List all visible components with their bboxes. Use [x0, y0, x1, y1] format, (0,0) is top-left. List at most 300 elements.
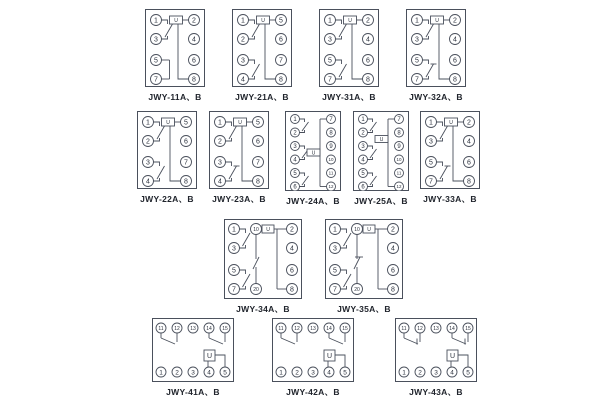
- terminal-4: [388, 243, 399, 254]
- wiring-line: [249, 36, 255, 39]
- terminal-2: [172, 367, 182, 377]
- terminal-diagram: [145, 9, 205, 87]
- wiring-line: [226, 162, 232, 166]
- wiring-line: [161, 338, 175, 344]
- terminal-number: 2: [366, 17, 370, 25]
- terminal-number: 5: [415, 57, 419, 65]
- terminal-number: 4: [293, 157, 297, 164]
- terminal-8: [464, 176, 475, 187]
- terminal-number: 13: [433, 325, 439, 332]
- terminal-number: 2: [218, 138, 222, 146]
- relay-diagram: [232, 9, 292, 102]
- wiring-line: [157, 126, 165, 139]
- terminal-2: [450, 15, 461, 26]
- wiring-line: [370, 176, 377, 185]
- wiring-line: [154, 122, 160, 126]
- terminal-diagram: [272, 318, 354, 382]
- terminal-number: 7: [184, 159, 188, 167]
- terminal-3: [431, 367, 441, 377]
- wiring-line: [423, 76, 429, 79]
- terminal-number: 3: [241, 57, 245, 65]
- terminal-5: [253, 117, 264, 128]
- terminal-diagram: [353, 111, 409, 191]
- terminal-4: [363, 34, 374, 45]
- terminal-number: 6: [361, 184, 365, 191]
- wiring-line: [453, 126, 464, 181]
- terminal-2: [388, 224, 399, 235]
- terminal-number: 1: [279, 369, 283, 377]
- wiring-line: [249, 20, 255, 24]
- relay-diagram: [406, 9, 466, 102]
- wiring-line: [252, 24, 260, 37]
- terminal-11: [395, 169, 404, 178]
- terminal-number: 3: [191, 369, 195, 377]
- wiring-line: [344, 233, 352, 246]
- terminal-number: 1: [241, 17, 245, 25]
- terminal-3: [359, 142, 368, 151]
- terminal-diagram: [232, 9, 292, 87]
- terminal-number: 4: [391, 245, 395, 253]
- terminal-9: [327, 142, 336, 151]
- wiring-line: [300, 146, 305, 149]
- terminal-2: [143, 136, 154, 147]
- terminal-number: 5: [361, 171, 365, 178]
- terminal-number: 2: [295, 369, 299, 377]
- terminal-diagram: [395, 318, 477, 382]
- terminal-1: [151, 15, 162, 26]
- terminal-number: 9: [329, 144, 333, 151]
- coil-label: U: [166, 119, 170, 126]
- terminal-number: 14: [206, 325, 212, 332]
- wiring-line: [341, 229, 347, 233]
- wiring-line: [336, 60, 342, 64]
- terminal-3: [291, 142, 300, 151]
- terminal-number: 20: [253, 286, 259, 293]
- terminal-number: 3: [361, 144, 365, 151]
- terminal-number: 2: [146, 138, 150, 146]
- terminal-9: [395, 142, 404, 151]
- terminal-6: [291, 182, 300, 191]
- terminal-6: [181, 136, 192, 147]
- terminal-1: [143, 117, 154, 128]
- terminal-5: [229, 265, 240, 276]
- terminal-number: 3: [429, 138, 433, 146]
- terminal-7: [229, 284, 240, 295]
- wiring-line: [300, 119, 305, 122]
- coil-label: U: [238, 119, 242, 126]
- terminal-number: 1: [415, 17, 419, 25]
- wiring-line: [226, 138, 232, 141]
- wiring-line: [157, 166, 165, 179]
- terminal-number: 4: [218, 178, 222, 186]
- terminal-8: [287, 284, 298, 295]
- terminal-3: [229, 243, 240, 254]
- terminal-2: [291, 128, 300, 137]
- diagram-label: JWY-43A、B: [409, 387, 463, 397]
- terminal-8: [395, 128, 404, 137]
- terminal-8: [276, 74, 287, 85]
- terminal-10: [352, 224, 363, 235]
- terminal-5: [151, 55, 162, 66]
- terminal-number: 11: [328, 170, 334, 176]
- terminal-number: 7: [328, 76, 332, 84]
- terminal-number: 10: [328, 157, 334, 163]
- terminal-number: 3: [232, 245, 236, 253]
- terminal-3: [412, 34, 423, 45]
- relay-diagram: [285, 111, 341, 206]
- terminal-number: 6: [290, 267, 294, 275]
- terminal-4: [450, 34, 461, 45]
- terminal-14: [447, 323, 457, 333]
- terminal-number: 12: [328, 184, 334, 190]
- terminal-number: 13: [190, 325, 196, 332]
- terminal-number: 7: [154, 76, 158, 84]
- terminal-number: 3: [333, 245, 337, 253]
- wiring-line: [440, 126, 448, 139]
- terminal-6: [363, 55, 374, 66]
- terminal-number: 13: [310, 325, 316, 332]
- terminal-number: 4: [450, 369, 454, 377]
- wiring-line: [426, 24, 434, 37]
- terminal-number: 2: [453, 17, 457, 25]
- coil-label: U: [326, 352, 333, 360]
- terminal-1: [426, 117, 437, 128]
- terminal-13: [188, 323, 198, 333]
- wiring-line: [404, 338, 418, 344]
- wiring-line: [344, 274, 352, 287]
- terminal-7: [151, 74, 162, 85]
- terminal-5: [220, 367, 230, 377]
- terminal-6: [189, 55, 200, 66]
- terminal-1: [156, 367, 166, 377]
- relay-diagram: [395, 318, 477, 397]
- wiring-line: [368, 146, 373, 149]
- terminal-12: [395, 182, 404, 191]
- terminal-number: 2: [467, 119, 471, 127]
- terminal-4: [238, 74, 249, 85]
- terminal-2: [287, 224, 298, 235]
- terminal-number: 1: [429, 119, 433, 127]
- terminal-number: 7: [397, 117, 401, 124]
- wiring-line: [302, 122, 309, 131]
- terminal-number: 4: [453, 36, 457, 44]
- wiring-line: [302, 176, 309, 185]
- wiring-line: [458, 355, 468, 367]
- terminal-4: [359, 155, 368, 164]
- wiring-line: [249, 76, 255, 79]
- wiring-line: [339, 24, 347, 37]
- wiring-line: [452, 338, 466, 344]
- coil-label: U: [379, 136, 384, 143]
- wiring-line: [368, 173, 373, 176]
- relay-diagram: [353, 111, 409, 206]
- terminal-11: [327, 169, 336, 178]
- terminal-8: [181, 176, 192, 187]
- terminal-5: [276, 15, 287, 26]
- terminal-number: 8: [192, 76, 196, 84]
- wiring-line: [226, 178, 232, 181]
- wiring-line: [440, 166, 448, 179]
- terminal-15: [340, 323, 350, 333]
- terminal-11: [276, 323, 286, 333]
- terminal-5: [291, 169, 300, 178]
- terminal-number: 7: [232, 286, 236, 294]
- terminal-number: 15: [342, 325, 348, 332]
- terminal-number: 7: [256, 159, 260, 167]
- terminal-7: [412, 74, 423, 85]
- terminal-number: 8: [184, 178, 188, 186]
- terminal-number: 5: [223, 369, 227, 377]
- terminal-number: 6: [366, 57, 370, 65]
- terminal-number: 1: [146, 119, 150, 127]
- terminal-4: [189, 34, 200, 45]
- terminal-number: 3: [146, 159, 150, 167]
- terminal-number: 8: [329, 130, 333, 137]
- wiring-line: [352, 24, 363, 79]
- coil-label: U: [261, 17, 265, 24]
- terminal-number: 10: [396, 157, 402, 163]
- terminal-diagram: [137, 111, 197, 189]
- terminal-number: 1: [333, 226, 337, 234]
- wiring-line: [368, 119, 373, 122]
- diagram-label: JWY-22A、B: [140, 194, 194, 204]
- wiring-line: [229, 126, 237, 139]
- terminal-5: [463, 367, 473, 377]
- wiring-line: [336, 76, 342, 79]
- terminal-number: 15: [465, 325, 471, 332]
- wiring-line: [243, 274, 251, 287]
- terminal-20: [251, 284, 262, 295]
- wiring-line: [215, 355, 225, 367]
- diagram-label: JWY-41A、B: [166, 387, 220, 397]
- terminal-number: 6: [279, 36, 283, 44]
- terminal-diagram: [152, 318, 234, 382]
- terminal-number: 8: [290, 286, 294, 294]
- terminal-number: 12: [417, 325, 423, 332]
- wiring-line: [178, 24, 189, 79]
- diagram-label: JWY-24A、B: [286, 196, 340, 206]
- coil-label: U: [266, 226, 270, 233]
- terminal-number: 5: [466, 369, 470, 377]
- terminal-number: 6: [293, 184, 297, 191]
- terminal-number: 5: [232, 267, 236, 275]
- terminal-7: [276, 55, 287, 66]
- terminal-number: 3: [415, 36, 419, 44]
- terminal-number: 5: [279, 17, 283, 25]
- terminal-diagram: [319, 9, 379, 87]
- terminal-number: 8: [467, 178, 471, 186]
- coil-label: U: [449, 352, 456, 360]
- terminal-4: [287, 243, 298, 254]
- wiring-line: [336, 36, 342, 39]
- terminal-1: [399, 367, 409, 377]
- terminal-number: 8: [391, 286, 395, 294]
- terminal-4: [143, 176, 154, 187]
- terminal-number: 1: [232, 226, 236, 234]
- terminal-number: 4: [241, 76, 245, 84]
- terminal-3: [188, 367, 198, 377]
- terminal-number: 5: [343, 369, 347, 377]
- wiring-line: [335, 355, 345, 367]
- terminal-number: 8: [256, 178, 260, 186]
- coil-label: U: [449, 119, 453, 126]
- terminal-diagram: [224, 219, 302, 299]
- relay-diagram: [319, 9, 379, 102]
- wiring-line: [154, 138, 160, 141]
- wiring-line: [423, 20, 429, 24]
- wiring-line: [439, 24, 450, 79]
- wiring-line: [426, 64, 434, 77]
- terminal-number: 2: [290, 226, 294, 234]
- diagram-label: JWY-32A、B: [409, 92, 463, 102]
- terminal-number: 6: [391, 267, 395, 275]
- terminal-4: [447, 367, 457, 377]
- diagram-label: JWY-25A、B: [354, 196, 408, 206]
- terminal-number: 2: [175, 369, 179, 377]
- coil-label: U: [435, 17, 439, 24]
- terminal-3: [151, 34, 162, 45]
- terminal-number: 4: [207, 369, 211, 377]
- terminal-number: 5: [154, 57, 158, 65]
- wiring-line: [226, 122, 232, 126]
- terminal-number: 7: [415, 76, 419, 84]
- terminal-11: [156, 323, 166, 333]
- relay-diagram: [137, 111, 197, 204]
- terminal-1: [330, 224, 341, 235]
- wiring-line: [329, 338, 343, 344]
- terminal-number: 3: [154, 36, 158, 44]
- wiring-line: [252, 64, 260, 77]
- terminal-15: [463, 323, 473, 333]
- relay-diagram: [145, 9, 205, 102]
- terminal-number: 4: [192, 36, 196, 44]
- terminal-5: [340, 367, 350, 377]
- terminal-number: 6: [184, 138, 188, 146]
- diagram-label: JWY-11A、B: [148, 92, 202, 102]
- terminal-number: 14: [449, 325, 455, 332]
- terminal-number: 12: [396, 184, 402, 190]
- terminal-number: 5: [429, 159, 433, 167]
- terminal-number: 5: [256, 119, 260, 127]
- terminal-diagram: [406, 9, 466, 87]
- terminal-number: 12: [294, 325, 300, 332]
- terminal-3: [215, 157, 226, 168]
- terminal-7: [426, 176, 437, 187]
- terminal-7: [327, 115, 336, 124]
- terminal-8: [253, 176, 264, 187]
- terminal-6: [359, 182, 368, 191]
- terminal-number: 1: [218, 119, 222, 127]
- terminal-number: 7: [279, 57, 283, 65]
- terminal-number: 1: [361, 117, 365, 124]
- terminal-10: [395, 155, 404, 164]
- terminal-number: 4: [146, 178, 150, 186]
- wiring-line: [249, 60, 255, 64]
- terminal-number: 3: [434, 369, 438, 377]
- terminal-4: [464, 136, 475, 147]
- terminal-number: 3: [293, 144, 297, 151]
- terminal-6: [276, 34, 287, 45]
- terminal-number: 1: [154, 17, 158, 25]
- wiring-line: [209, 338, 223, 344]
- terminal-5: [181, 117, 192, 128]
- terminal-number: 3: [328, 36, 332, 44]
- terminal-2: [189, 15, 200, 26]
- terminal-6: [464, 157, 475, 168]
- relay-diagram: [272, 318, 354, 397]
- terminal-14: [324, 323, 334, 333]
- wiring-line: [154, 178, 160, 181]
- diagram-label: JWY-35A、B: [337, 304, 391, 314]
- terminal-number: 1: [402, 369, 406, 377]
- terminal-7: [181, 157, 192, 168]
- terminal-number: 2: [361, 130, 365, 137]
- wiring-line: [437, 162, 443, 166]
- wiring-line: [341, 270, 347, 274]
- terminal-2: [238, 34, 249, 45]
- wiring-line: [281, 338, 295, 344]
- wiring-line: [170, 126, 181, 181]
- terminal-7: [330, 284, 341, 295]
- terminal-number: 4: [467, 138, 471, 146]
- terminal-diagram: [285, 111, 341, 191]
- terminal-number: 4: [361, 157, 365, 164]
- terminal-6: [287, 265, 298, 276]
- wiring-line: [437, 138, 443, 141]
- coil-label: U: [206, 352, 213, 360]
- wiring-line: [300, 173, 305, 176]
- terminal-1: [229, 224, 240, 235]
- terminal-4: [291, 155, 300, 164]
- terminal-number: 2: [293, 130, 297, 137]
- terminal-number: 2: [391, 226, 395, 234]
- terminal-6: [253, 136, 264, 147]
- terminal-number: 6: [453, 57, 457, 65]
- terminal-number: 20: [354, 286, 360, 293]
- terminal-number: 10: [253, 226, 259, 233]
- relay-diagram: [420, 111, 480, 204]
- terminal-number: 8: [453, 76, 457, 84]
- terminal-4: [324, 367, 334, 377]
- terminal-number: 3: [311, 369, 315, 377]
- terminal-10: [327, 155, 336, 164]
- terminal-7: [253, 157, 264, 168]
- terminal-2: [292, 367, 302, 377]
- terminal-number: 2: [192, 17, 196, 25]
- diagram-label: JWY-42A、B: [286, 387, 340, 397]
- terminal-number: 6: [192, 57, 196, 65]
- terminal-number: 14: [326, 325, 332, 332]
- terminal-diagram: [209, 111, 269, 189]
- terminal-number: 15: [222, 325, 228, 332]
- coil-label: U: [367, 226, 371, 233]
- terminal-12: [292, 323, 302, 333]
- terminal-6: [450, 55, 461, 66]
- wiring-line: [242, 126, 253, 181]
- terminal-number: 5: [333, 267, 337, 275]
- diagram-label: JWY-23A、B: [212, 194, 266, 204]
- wiring-line: [370, 122, 377, 131]
- terminal-3: [308, 367, 318, 377]
- terminal-3: [143, 157, 154, 168]
- terminal-4: [215, 176, 226, 187]
- terminal-5: [412, 55, 423, 66]
- terminal-13: [431, 323, 441, 333]
- terminal-number: 2: [241, 36, 245, 44]
- wiring-line: [370, 149, 377, 158]
- relay-diagram: [209, 111, 269, 204]
- terminal-5: [330, 265, 341, 276]
